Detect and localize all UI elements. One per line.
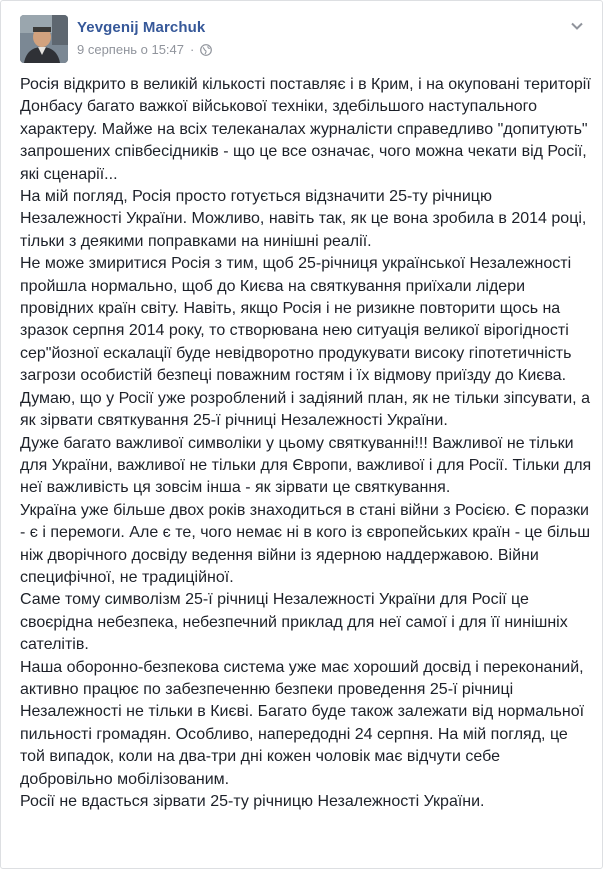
post-meta [77,42,212,57]
post-paragraph: На мій погляд, Росія просто готується відзначити 25-ту річницю Незалежності України. Можливо, навіть так, як це вона зробила в 2014 році, тільки з деякими поправками на нинішні реалії. [20,188,587,250]
post-paragraph: Дуже багато важливої символіки у цьому святкуванні!!! Важливої не тільки для України, важливої не тільки для Європи, важливої і для Росії. Тільки для неї важливість ця зовсім інша - як зірвати це святкування. [20,434,592,497]
avatar-image [20,15,68,63]
chevron-down-icon[interactable] [570,19,584,33]
post-paragraph: Росія відкрито в великій кількості поставляє і в Крим, і на окуповані території Донбасу багато важкої військової техніки, здебільшого наступального характеру. Майже на всіх телеканалах журналісти справедливо "допитують" запрошених співбесідників - що це все означає, чого можна чекати від Росії, які сценарії... [20,76,591,183]
post-timestamp[interactable]: 9 серпень о 15:47 [77,42,185,57]
post-header [20,15,590,67]
author-name[interactable]: Yevgenij Marchuk [77,19,206,36]
post-paragraph: Наша оборонно-безпекова система уже має хороший досвід і переконаний, активно працює по забезпеченню безпеки проведення 25-ї річниці Незалежності не тільки в Києві. Багато буде також залежати від нормальної пильності громадян. Особливо, напередодні 24 серпня. На мій погляд, це той випадок, коли на два-три дні кожен чоловік має відчути себе добровільно мобілізованим. [20,658,585,788]
avatar[interactable] [20,15,68,63]
globe-icon[interactable] [200,44,212,56]
post-paragraph: Україна уже більше двох років знаходиться в стані війни з Росією. Є поразки - є і перемоги. Але є те, чого немає ні в кого із європейських країн - це більш ніж дворічного досвіду ведення війни із ядерною наддержавою. Війни специфічної, не традиційної. [20,501,591,586]
post-text [20,74,592,813]
post-paragraph: Росії не вдасться зірвати 25-ту річницю Незалежності України. [20,793,485,810]
post-paragraph: Не може змиритися Росія з тим, щоб 25-річниця української Незалежності пройшла нормально, щоб до Києва на святкування приїхали лідери провідних країн світу. Навіть, якщо Росія і не ризикне повторити щось на зразок серпня 2014 року, то створювана нею ситуація великої вірогідності сер"йозної ескалації буде невідворотно продукувати високу гіпотетичність загрози особистій безпеці поважним гостям і їх відмову приїзду до Києва. Думаю, що у Росії уже розроблений і задіяний план, як не тільки зіпсувати, а як зірвати святкування 25-ї річниці Незалежності України. [20,255,590,430]
meta-separator: · [190,42,195,57]
post-paragraph: Саме тому символізм 25-ї річниці Незалежності України для Росії це своєрідна небезпека, небезпечний приклад для неї самої і для її нинішніх сателітів. [20,591,568,654]
